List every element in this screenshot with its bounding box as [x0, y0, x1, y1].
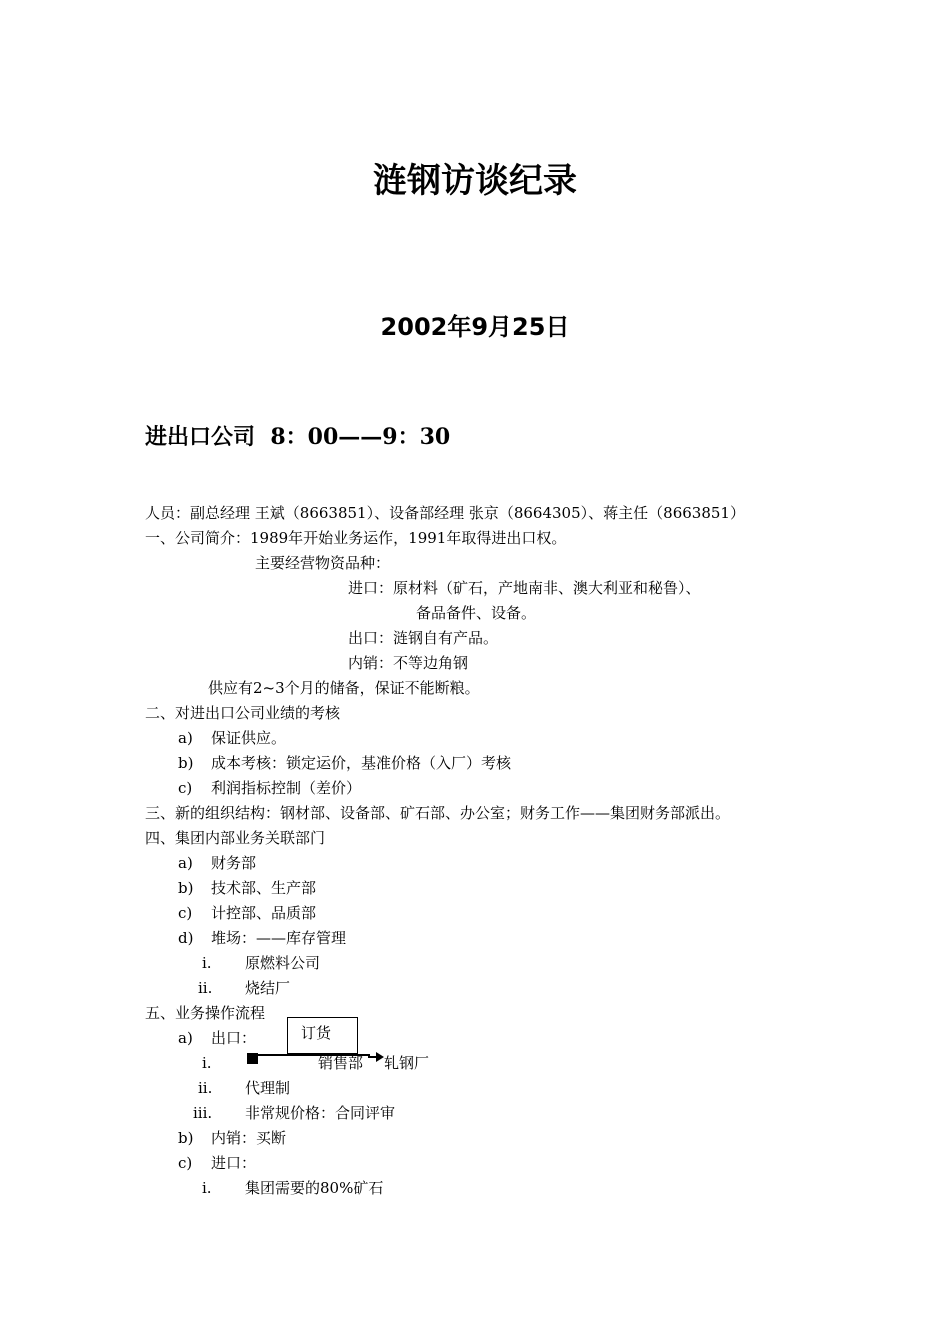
- section-2-heading: 二、对进出口公司业绩的考核: [145, 704, 341, 722]
- list-marker: i.: [202, 1179, 212, 1197]
- list-item: 代理制: [245, 1079, 291, 1097]
- list-marker: i.: [202, 1054, 212, 1072]
- list-marker: c): [178, 904, 193, 922]
- list-item: 计控部、品质部: [211, 904, 317, 922]
- section-1-heading: 一、公司简介：1989年开始业务运作，1991年取得进出口权。: [145, 529, 567, 547]
- list-item: 成本考核：锁定运价，基准价格（入厂）考核: [211, 754, 512, 772]
- list-item: 烧结厂: [245, 979, 291, 997]
- list-item: 内销：买断: [211, 1129, 287, 1147]
- list-item: 技术部、生产部: [211, 879, 317, 897]
- section-3-heading: 三、新的组织结构：钢材部、设备部、矿石部、办公室；财务工作——集团财务部派出。: [145, 804, 731, 822]
- document-title: 涟钢访谈纪录: [373, 161, 577, 201]
- arrow-right-icon: [376, 1052, 384, 1062]
- section-heading: [145, 420, 450, 451]
- list-item: 原燃料公司: [245, 954, 321, 972]
- list-item: 利润指标控制（差价）: [211, 779, 362, 797]
- list-marker: c): [178, 1154, 193, 1172]
- list-item: 出口：: [211, 1029, 257, 1047]
- list-item: 非常规价格：合同评审: [245, 1104, 396, 1122]
- section-4-heading: 四、集团内部业务关联部门: [145, 829, 326, 847]
- list-marker: iii.: [193, 1104, 213, 1122]
- list-marker: b): [178, 754, 194, 772]
- list-item: 保证供应。: [211, 729, 287, 747]
- flow-rolling-mill: 轧钢厂: [384, 1054, 430, 1072]
- list-marker: d): [178, 929, 194, 947]
- document-date: 2002年9月25日: [380, 313, 570, 341]
- list-marker: a): [178, 854, 193, 872]
- list-marker: i.: [202, 954, 212, 972]
- section-1-import: 进口：原材料（矿石，产地南非、澳大利亚和秘鲁）、: [348, 579, 701, 597]
- list-item: 堆场：——库存管理: [211, 929, 347, 947]
- list-marker: a): [178, 1029, 193, 1047]
- list-marker: ii.: [198, 979, 213, 997]
- section-5-heading: 五、业务操作流程: [145, 1004, 266, 1022]
- list-item: 财务部: [211, 854, 257, 872]
- section-1-import-cont: 备品备件、设备。: [416, 604, 537, 622]
- list-marker: b): [178, 1129, 194, 1147]
- section-1-export: 出口：涟钢自有产品。: [348, 629, 499, 647]
- section-time: 8：00——9：30: [270, 424, 451, 450]
- list-marker: ii.: [198, 1079, 213, 1097]
- section-1-supply: 供应有2~3个月的储备，保证不能断粮。: [208, 679, 480, 697]
- list-marker: b): [178, 879, 194, 897]
- list-item: 进口：: [211, 1154, 257, 1172]
- list-marker: c): [178, 779, 193, 797]
- list-item: 集团需要的80%矿石: [245, 1179, 384, 1197]
- square-bullet-icon: [247, 1053, 258, 1064]
- list-marker: a): [178, 729, 193, 747]
- section-1-domestic: 内销：不等边角钢: [348, 654, 469, 672]
- people-line: 人员：副总经理 王斌（8663851）、设备部经理 张京（8664305）、蒋主任（8663851）: [145, 504, 745, 522]
- section-1-main-products: 主要经营物资品种：: [255, 554, 391, 572]
- section-heading-text: 进出口公司: [145, 424, 256, 450]
- flow-sales-dept: 销售部: [318, 1054, 364, 1072]
- flow-order-box: 订货: [287, 1017, 358, 1054]
